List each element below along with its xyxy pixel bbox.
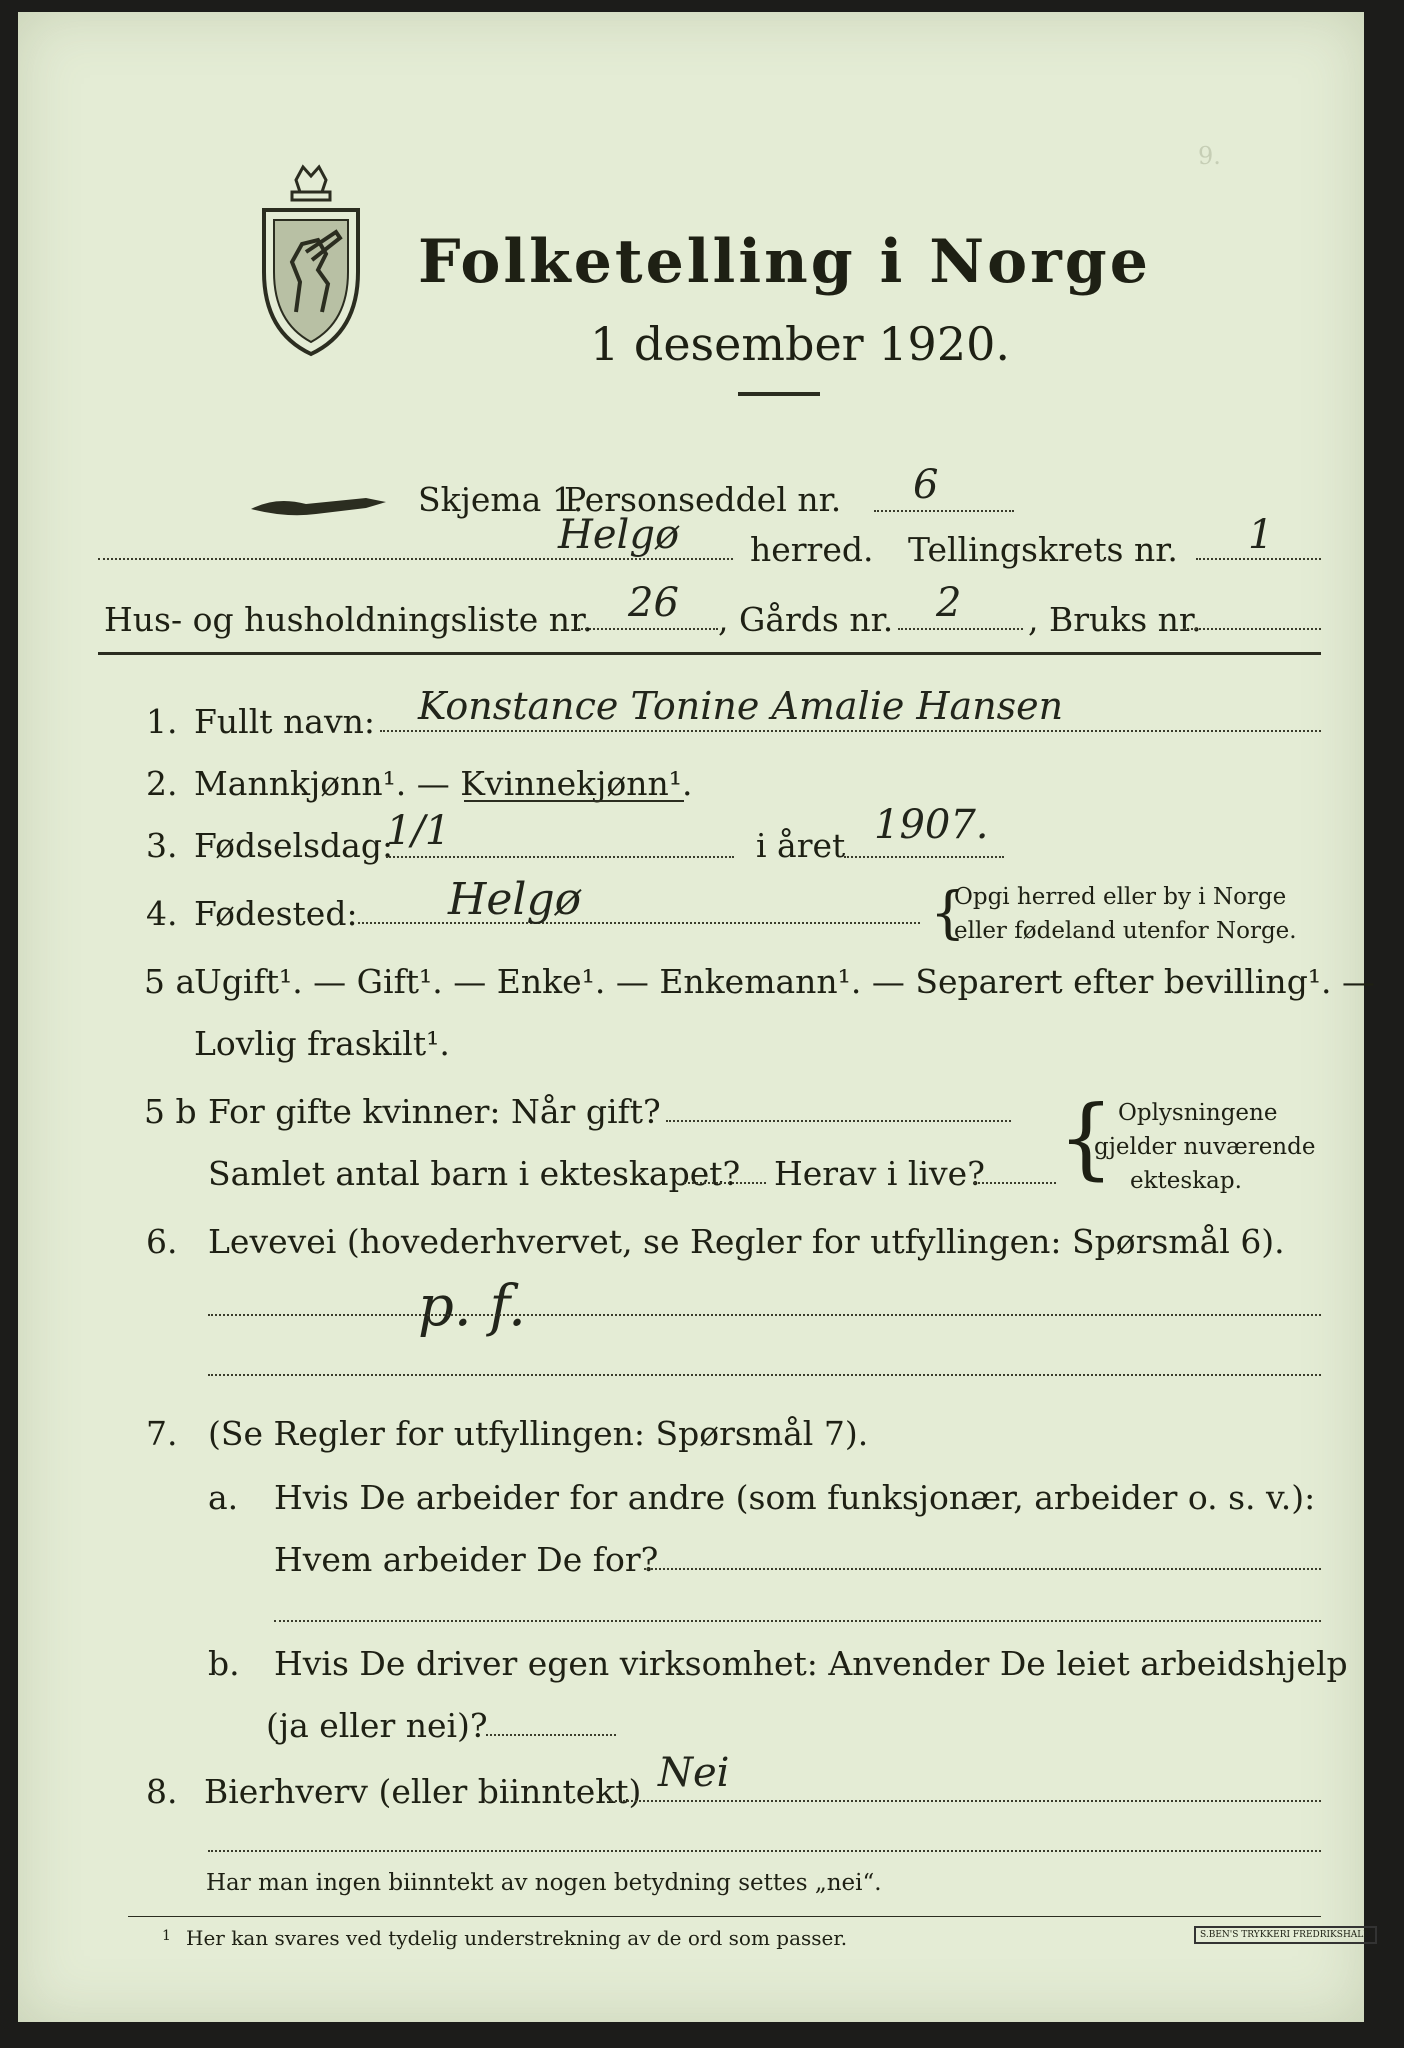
q2-number: 2. <box>146 764 178 803</box>
footnote-text: Her kan svares ved tydelig understrekning av de ord som passer. <box>186 1926 848 1950</box>
printer-stamp: S.BEN'S TRYKKERI FREDRIKSHALD <box>1194 1926 1377 1944</box>
q5b-label2: Samlet antal barn i ekteskapet? <box>208 1154 741 1193</box>
q7a-rule-2 <box>274 1620 1321 1622</box>
q1-value: Konstance Tonine Amalie Hansen <box>418 684 1064 728</box>
q6-text: Levevei (hovederhvervet, se Regler for utfyllingen: Spørsmål 6). <box>208 1222 1285 1261</box>
q7a-text: Hvis De arbeider for andre (som funksjonær, arbeider o. s. v.): <box>274 1478 1316 1517</box>
q8-rule <box>610 1800 1321 1802</box>
q5a-number: 5 a <box>144 962 196 1001</box>
q3-number: 3. <box>146 826 178 865</box>
q4-label: Fødested: <box>194 894 358 933</box>
q7b-rule <box>486 1734 616 1736</box>
footer-divider <box>128 1916 1321 1917</box>
personseddel-value: 6 <box>913 462 939 508</box>
q8-label: Bierhverv (eller biinntekt) <box>204 1772 642 1811</box>
q3-year-value: 1907. <box>874 802 989 848</box>
q5b-married-rule <box>666 1120 1011 1122</box>
q8-rule-2 <box>208 1850 1321 1852</box>
herred-rule <box>98 558 733 560</box>
q4-value: Helgø <box>448 874 582 925</box>
gards-rule <box>898 628 1023 630</box>
q4-rule <box>358 922 920 924</box>
q5b-note-2: gjelder nuværende <box>1094 1134 1316 1160</box>
q7b-letter: b. <box>208 1644 240 1683</box>
q7-text: (Se Regler for utfyllingen: Spørsmål 7). <box>208 1414 869 1453</box>
hus-rule <box>578 628 718 630</box>
herred-value: Helgø <box>558 512 680 558</box>
q4-brace: { <box>930 881 966 946</box>
q5a-text2: Lovlig fraskilt¹. <box>194 1024 450 1063</box>
tellingskrets-label: Tellingskrets nr. <box>908 530 1178 569</box>
q3-year-rule <box>844 856 1004 858</box>
personseddel-rule <box>874 510 1014 512</box>
q5b-note-3: ekteskap. <box>1130 1168 1242 1194</box>
bruks-label: , Bruks nr. <box>1028 600 1202 639</box>
pointing-hand-icon <box>246 484 396 524</box>
q7-number: 7. <box>146 1414 178 1453</box>
q1-rule <box>380 730 1321 732</box>
q7b-text: Hvis De driver egen virksomhet: Anvender De leiet arbeidshjelp <box>274 1644 1348 1683</box>
footnote-mark: 1 <box>162 1928 171 1944</box>
q8-value: Nei <box>658 1750 730 1796</box>
gards-value: 2 <box>936 580 962 626</box>
q5b-number: 5 b <box>144 1092 197 1131</box>
title-divider <box>738 392 820 396</box>
footer-note: Har man ingen biinntekt av nogen betydning settes „nei“. <box>206 1870 882 1896</box>
q5b-label: For gifte kvinner: Når gift? <box>208 1092 661 1131</box>
q6-number: 6. <box>146 1222 178 1261</box>
q4-note-2: eller fødeland utenfor Norge. <box>954 918 1297 944</box>
tellingskrets-value: 1 <box>1248 512 1274 558</box>
q6-rule-1 <box>208 1314 1321 1316</box>
q4-number: 4. <box>146 894 178 933</box>
q6-rule-2 <box>208 1374 1321 1376</box>
form-title: Folketelling i Norge <box>418 227 1151 297</box>
q7a-text2: Hvem arbeider De for? <box>274 1540 659 1579</box>
q5b-note-1: Oplysningene <box>1118 1100 1278 1126</box>
bleed-through: 9. <box>1198 142 1221 170</box>
q7a-rule-1 <box>644 1568 1321 1570</box>
q5b-label3: Herav i live? <box>774 1154 985 1193</box>
norwegian-coat-of-arms-icon <box>256 162 366 362</box>
q7b-text2: (ja eller nei)? <box>266 1706 488 1745</box>
tellingskrets-rule <box>1196 558 1321 560</box>
q4-note-1: Opgi herred eller by i Norge <box>954 884 1287 910</box>
header-divider <box>98 652 1321 655</box>
hus-label: Hus- og husholdningsliste nr. <box>104 600 593 639</box>
form-subtitle: 1 desember 1920. <box>590 317 1010 371</box>
personseddel-label: Personseddel nr. <box>564 480 842 519</box>
gards-label: , Gårds nr. <box>718 600 894 639</box>
q2-text: Mannkjønn¹. — Kvinnekjønn¹. <box>194 764 693 803</box>
q3-year-label: i året <box>756 826 846 865</box>
q1-label: Fullt navn: <box>194 702 375 741</box>
census-form-sheet <box>18 12 1376 2022</box>
q5b-alive-rule <box>974 1182 1056 1184</box>
q3-value: 1/1 <box>386 808 451 854</box>
q1-number: 1. <box>146 702 178 741</box>
q6-value: p. f. <box>418 1274 526 1339</box>
q5b-children-rule <box>684 1182 766 1184</box>
q8-number: 8. <box>146 1772 178 1811</box>
bruks-rule <box>1183 628 1321 630</box>
q2-underline-kvinnekjonn <box>464 800 684 802</box>
herred-label: herred. <box>750 530 874 569</box>
q5b-brace: { <box>1058 1086 1114 1189</box>
hus-value: 26 <box>628 580 679 626</box>
q3-rule <box>386 856 734 858</box>
q7a-letter: a. <box>208 1478 239 1517</box>
q3-label: Fødselsdag: <box>194 826 394 865</box>
schema-label: Skjema 1. <box>418 480 584 519</box>
q5a-text: Ugift¹. — Gift¹. — Enke¹. — Enkemann¹. — Separert efter bevilling¹. — <box>194 962 1376 1001</box>
